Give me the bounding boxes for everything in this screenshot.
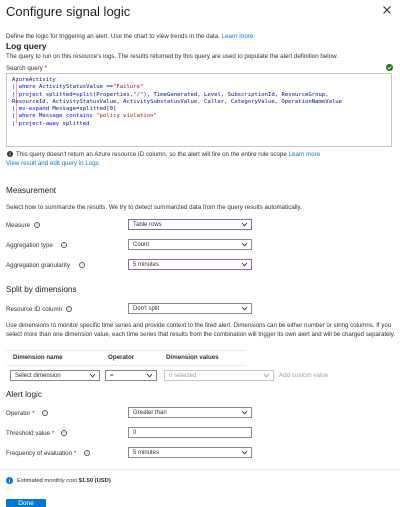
measurement-description: Select how to summarize the results. We try to detect summarized data from the query results automatically. <box>6 204 302 211</box>
split-heading: Split by dimensions <box>6 285 77 294</box>
query-token: project <box>18 91 43 98</box>
resource-id-column-dropdown[interactable]: Don't split <box>128 303 252 314</box>
dimensions-description: Use dimensions to monitor specific time series and provide context to the fired alert. Dimensions can be either number or string columns. If you select more than one dimension value, each time series that results from the combination will trigger its own alert and will be charged separately. <box>6 322 396 338</box>
chevron-down-icon <box>241 262 248 267</box>
query-token: mv-expand <box>18 106 50 113</box>
aggregation-granularity-dropdown[interactable]: 5 minutes <box>128 259 252 270</box>
query-token: | <box>12 120 19 127</box>
view-edit-logs-link[interactable]: View result and edit query in Logs <box>6 160 99 167</box>
estimated-cost-value: $1.50 (USD) <box>78 478 111 484</box>
info-icon[interactable]: i <box>61 430 67 436</box>
query-token: ), TimeGenerated, Level, SubscriptionId, ResourceGroup, <box>143 91 329 98</box>
info-filled-icon <box>7 151 13 157</box>
required-marker: * <box>51 430 55 437</box>
required-marker: * <box>73 450 77 457</box>
info-icon[interactable]: i <box>66 306 72 312</box>
aggregation-granularity-label: Aggregation granularity <box>6 262 70 269</box>
query-line[interactable] <box>12 99 342 106</box>
query-line[interactable] <box>12 113 342 120</box>
search-query-label: Search query * <box>6 65 47 72</box>
query-line[interactable] <box>12 84 342 91</box>
close-icon[interactable] <box>380 3 394 17</box>
dimension-name-dropdown[interactable]: Select dimension <box>10 370 100 381</box>
query-line[interactable] <box>12 106 342 113</box>
query-token: | <box>12 84 19 91</box>
estimated-cost: Estimated monthly cost $1.50 (USD) <box>17 478 111 484</box>
threshold-label: Threshold value * <box>6 430 55 437</box>
dimension-values-dropdown[interactable]: 0 selected <box>164 370 274 381</box>
query-token: "Failure" <box>113 84 144 91</box>
query-token: project-away <box>18 120 60 127</box>
info-icon[interactable]: i <box>61 242 67 248</box>
page-title: Configure signal logic <box>6 4 131 19</box>
query-token: where <box>18 113 36 120</box>
query-token: | <box>12 113 19 120</box>
query-token: Message <box>35 113 66 120</box>
measurement-heading: Measurement <box>6 186 57 195</box>
divider <box>0 469 400 470</box>
alert-operator-dropdown[interactable]: Greater than <box>128 407 252 418</box>
query-token: "policy violation" <box>96 113 157 120</box>
query-token: split <box>76 91 93 98</box>
chevron-down-icon <box>241 450 248 455</box>
query-token: splitted <box>59 120 90 127</box>
operator-dropdown[interactable]: = <box>105 370 157 381</box>
required-marker: * <box>32 410 35 417</box>
query-token: ActivityStatusValue == <box>35 84 114 91</box>
divider <box>6 350 246 351</box>
query-line[interactable] <box>12 92 342 99</box>
header-description: Define the logic for triggering an alert. Use the chart to view trends in the data. Learn more <box>6 33 254 40</box>
col-dimension-values: Dimension values <box>166 354 219 361</box>
measure-dropdown[interactable]: Table rows <box>128 219 252 230</box>
query-token: AzureActivity <box>12 77 56 83</box>
alert-logic-heading: Alert logic <box>6 390 42 399</box>
measure-label: Measure <box>6 222 31 229</box>
search-query-editor[interactable] <box>6 73 392 147</box>
learn-more-link[interactable]: Learn more <box>221 33 254 40</box>
query-token: splitted= <box>42 91 77 98</box>
query-token: where <box>18 84 36 91</box>
log-query-heading: Log query <box>6 41 47 51</box>
query-token: "/" <box>133 91 144 98</box>
no-resource-id-notice: This query doesn't return an Azure resource ID column, so the alert will fire on the entire rule scope Learn more <box>16 151 321 158</box>
query-line[interactable] <box>12 77 342 84</box>
operator-label: Operator * <box>6 410 35 417</box>
query-code[interactable] <box>12 77 342 128</box>
valid-check-icon <box>386 64 393 71</box>
chevron-down-icon <box>241 242 248 247</box>
query-token: ResourceId, ActivityStatusValue, ActivitySubstatusValue, Caller, CategoryValue, OperationNameValue <box>12 98 343 105</box>
chevron-down-icon <box>241 306 248 311</box>
chevron-down-icon <box>241 410 248 415</box>
frequency-dropdown[interactable]: 5 minutes <box>128 447 252 458</box>
query-token: | <box>12 106 19 113</box>
query-token: Message=splitted[0] <box>49 106 117 113</box>
required-marker: * <box>44 65 47 72</box>
query-line[interactable] <box>12 121 342 128</box>
info-icon[interactable]: i <box>42 410 48 416</box>
divider <box>6 365 246 366</box>
info-icon[interactable]: i <box>84 450 90 456</box>
resource-id-column-label: Resource ID column <box>6 306 63 313</box>
chevron-down-icon <box>241 222 248 227</box>
frequency-label: Frequency of evaluation * <box>6 450 77 457</box>
chevron-down-icon <box>146 373 153 378</box>
aggregation-type-label: Aggregation type <box>6 242 53 249</box>
col-dimension-name: Dimension name <box>13 354 63 361</box>
col-operator: Operator <box>108 354 135 361</box>
custom-value-input[interactable]: Add custom value <box>279 372 329 379</box>
threshold-input[interactable]: 0 <box>128 427 252 438</box>
chevron-down-icon <box>263 373 270 378</box>
chevron-down-icon <box>89 373 96 378</box>
query-token: | <box>12 91 19 98</box>
query-token: contains <box>65 113 93 120</box>
log-query-description: The query to run on this resource's logs. The results returned by this query are used to populate the alert definition below. <box>6 53 338 60</box>
info-icon[interactable]: i <box>34 222 40 228</box>
query-token: (Properties, <box>92 91 134 98</box>
notice-learn-more-link[interactable]: Learn more <box>288 151 321 158</box>
info-filled-icon <box>6 477 13 484</box>
done-button[interactable]: Done <box>6 499 46 507</box>
info-icon[interactable]: i <box>79 262 85 268</box>
aggregation-type-dropdown[interactable]: Count <box>128 239 252 250</box>
